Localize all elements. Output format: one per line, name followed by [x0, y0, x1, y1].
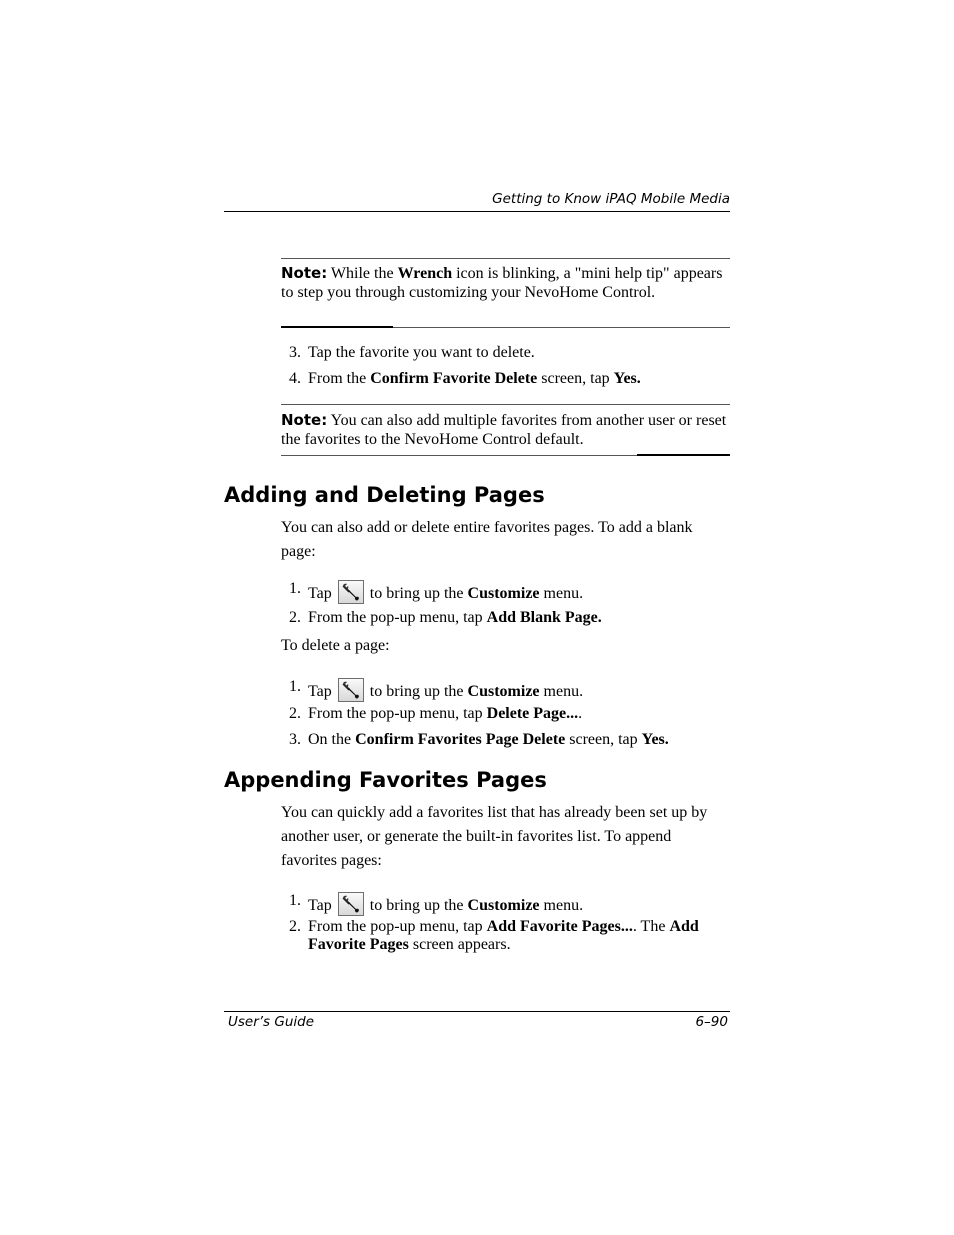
footer-rule: [224, 1011, 730, 1012]
running-header: Getting to Know iPAQ Mobile Media: [492, 191, 730, 207]
section-intro: You can quickly add a favorites list that has already been set up by another user, or generate the built-in favorites list. To append favorites pages:: [281, 804, 708, 869]
note-multiple-favorites: Note: You can also add multiple favorites from another user or reset the favorites to the NevoHome Control default.: [281, 411, 727, 448]
list-item: 2. From the pop-up menu, tap Add Favorite Pages.... The Add Favorite Pages screen appears.: [289, 918, 699, 953]
list-item: 3. Tap the favorite you want to delete.: [289, 344, 535, 361]
delete-intro: To delete a page:: [281, 637, 390, 654]
list-item: 1. Tap to bring up the Customize menu.: [289, 580, 584, 602]
section-heading-appending: Appending Favorites Pages: [224, 768, 547, 792]
note-top-rule: [281, 258, 730, 259]
section-heading-adding-deleting: Adding and Deleting Pages: [224, 483, 545, 507]
wrench-icon[interactable]: [338, 580, 364, 604]
wrench-term: Wrench: [397, 265, 453, 282]
wrench-icon[interactable]: [338, 678, 364, 702]
note-wrench-tip: Note: While the Wrench icon is blinking, a "mini help tip" appears to step you through customizing your NevoHome Control.: [281, 264, 723, 301]
list-item: 2. From the pop-up menu, tap Delete Page....: [289, 705, 583, 722]
list-item: 3. On the Confirm Favorites Page Delete screen, tap Yes.: [289, 731, 669, 748]
note-label: Note:: [281, 411, 328, 429]
footer-guide-title: User’s Guide: [228, 1014, 315, 1030]
list-item: 1. Tap to bring up the Customize menu.: [289, 678, 584, 700]
wrench-icon[interactable]: [338, 892, 364, 916]
list-item: 1. Tap to bring up the Customize menu.: [289, 892, 584, 914]
page-number: 6–90: [695, 1014, 728, 1030]
list-item: 2. From the pop-up menu, tap Add Blank Page.: [289, 609, 602, 626]
list-item: 4. From the Confirm Favorite Delete screen, tap Yes.: [289, 370, 641, 387]
note-top-rule: [281, 404, 730, 405]
header-rule: [224, 211, 730, 212]
section-intro: You can also add or delete entire favorites pages. To add a blank page:: [281, 519, 693, 560]
note-bottom-rule-accent: [281, 326, 393, 328]
note-bottom-rule-accent: [637, 454, 730, 456]
note-label: Note:: [281, 264, 328, 282]
